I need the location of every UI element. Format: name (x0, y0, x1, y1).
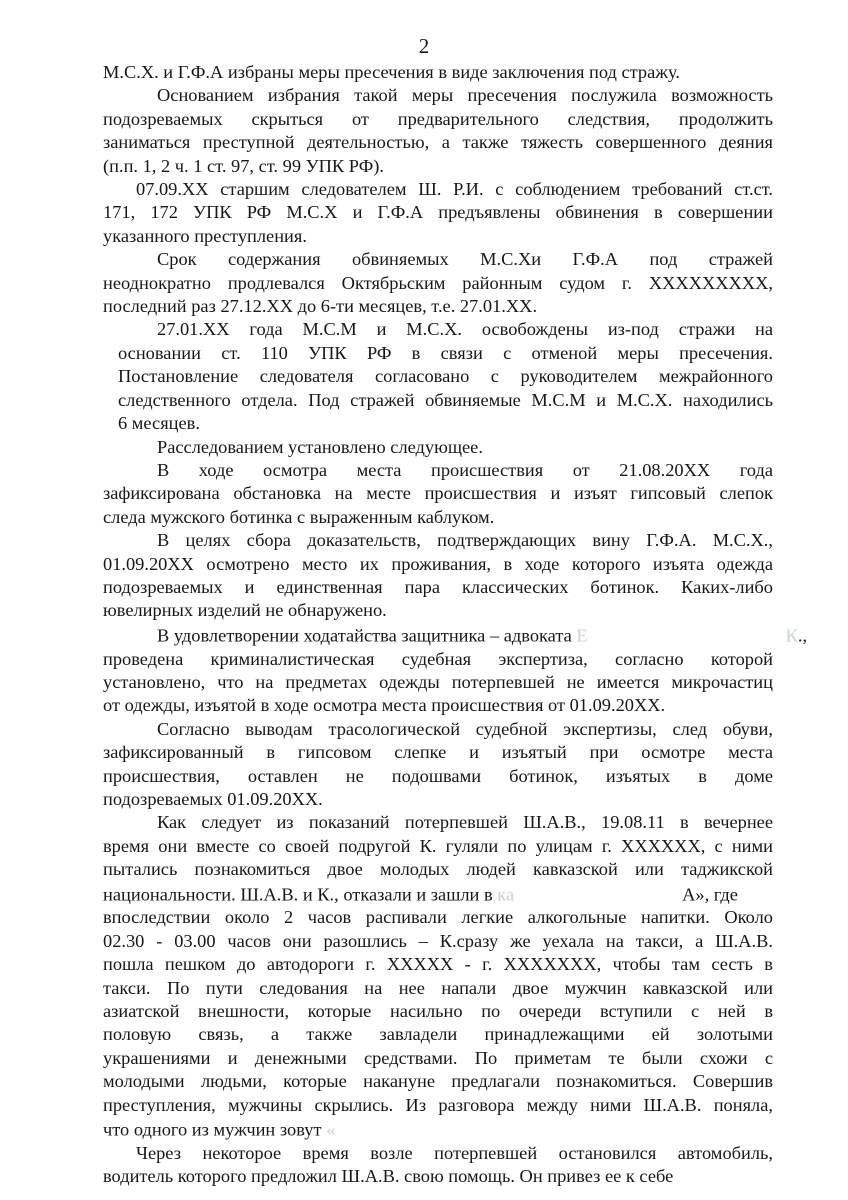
text-line (103, 529, 773, 552)
text-line (103, 225, 773, 248)
text-segment: (п.п. 1, 2 ч. 1 ст. 97, ст. 99 УПК РФ). (103, 155, 384, 176)
text-segment: Согласно выводам трасологической судебной экспертизы, след обуви, (157, 718, 773, 739)
paragraph (103, 459, 773, 529)
text-segment: 07.09.ХХ старшим следователем Ш. Р.И. с соблюдением требований ст.ст. (136, 179, 773, 200)
paragraph (103, 623, 808, 718)
text-line (118, 412, 773, 435)
text-line (103, 953, 773, 976)
text-segment: подозреваемых и единственная пара классических ботинок. Каких-либо (103, 576, 773, 597)
text-segment: ., (797, 625, 808, 646)
text-line (103, 178, 773, 201)
text-line (103, 1070, 773, 1093)
text-line (103, 882, 773, 907)
redaction-blank (514, 882, 682, 900)
text-segment: основании ст. 110 УПК РФ в связи с отменой меры пресечения. (118, 342, 773, 363)
text-segment: азиатской внешности, которые насильно по очереди вступили с ней в (103, 1001, 773, 1022)
text-segment: 01.09.20ХХ осмотрено место их проживания, в ходе которого изъята одежда (103, 553, 773, 574)
text-segment: время они вместе со своей подругой К. гуляли по улицам г. ХХХХХХ, с ними (103, 835, 773, 856)
text-line (118, 365, 773, 388)
text-line (103, 272, 773, 295)
text-segment: впоследствии около 2 часов распивали легкие алкогольные напитки. Около (103, 907, 773, 928)
redacted-faint-text: « (326, 1119, 336, 1140)
text-segment: от одежды, изъятой в ходе осмотра места происшествия от 01.09.20ХХ. (103, 695, 666, 716)
text-segment: Постановление следователя согласовано с руководителем межрайонного (118, 366, 773, 387)
text-segment: пытались познакомиться двое молодых людей кавказской или таджикской (103, 859, 773, 880)
text-line (118, 342, 773, 365)
paragraph (103, 718, 773, 812)
redacted-faint-text: Е (576, 625, 588, 646)
text-segment: неоднократно продлевался Октябрьским районным судом г. ХХХХХХХХХ, (103, 272, 773, 293)
text-segment: Расследованием установлено следующее. (157, 436, 483, 457)
text-line (103, 788, 773, 811)
document-body (103, 61, 808, 1189)
text-segment: следственного отдела. Под стражей обвиняемые М.С.М и М.С.Х. находились (118, 389, 773, 410)
text-line (103, 108, 773, 131)
text-segment: водитель которого предложил Ш.А.В. свою помощь. Он привез ее к себе (103, 1166, 674, 1187)
text-segment: такси. По пути следования на нее напали двое мужчин кавказской или (103, 977, 773, 998)
text-line (103, 482, 773, 505)
text-segment: Через некоторое время возле потерпевшей остановился автомобиль, (136, 1142, 773, 1163)
text-line (103, 1000, 773, 1023)
text-segment: половую связь, а также завладели принадлежащими ей золотыми (103, 1024, 773, 1045)
redaction-blank (335, 1117, 375, 1135)
text-segment: преступления, мужчины скрылись. Из разговора между ними Ш.А.В. поняла, (103, 1094, 773, 1115)
text-line (118, 389, 773, 412)
text-line (103, 741, 773, 764)
paragraph (103, 248, 773, 318)
text-segment: молодыми людьми, которые накануне предлагали познакомиться. Совершив (103, 1071, 773, 1092)
text-segment: Как следует из показаний потерпевшей Ш.А.В., 19.08.11 в вечернее (157, 812, 773, 833)
text-line (103, 201, 773, 224)
text-segment: зафиксированный в гипсовом слепке и изъятый при осмотре места (103, 742, 773, 763)
text-line (103, 1094, 773, 1117)
text-segment: последний раз 27.12.ХХ до 6-ти месяцев, т.е. 27.01.ХХ. (103, 296, 538, 317)
text-segment: установлено, что на предметах одежды потерпевшей не имеется микрочастиц (103, 671, 773, 692)
text-line (103, 84, 773, 107)
text-segment: подозреваемых скрыться от предварительного следствия, продолжить (103, 108, 773, 129)
redacted-faint-text: К (785, 625, 798, 646)
paragraph (103, 178, 773, 248)
text-segment: 171, 172 УПК РФ М.С.Х и Г.Ф.А предъявлены обвинения в совершении (103, 202, 773, 223)
text-segment: украшениями и денежными средствами. По приметам те были схожи с (103, 1047, 773, 1068)
text-line (103, 459, 773, 482)
text-segment: зафиксирована обстановка на месте происшествия и изъят гипсовый слепок (103, 483, 773, 504)
text-segment: ювелирных изделий не обнаружено. (103, 600, 387, 621)
text-line (103, 436, 773, 459)
text-line (103, 811, 773, 834)
redacted-faint-text: ка (497, 884, 515, 904)
text-segment: Срок содержания обвиняемых М.С.Хи Г.Ф.А под стражей (157, 249, 773, 270)
redaction-blank (588, 623, 786, 641)
text-segment: 6 месяцев. (118, 413, 200, 434)
paragraph (103, 84, 773, 178)
text-segment: В целях сбора доказательств, подтверждающих вину Г.Ф.А. М.С.Х., (157, 530, 773, 551)
page-number: 2 (418, 34, 430, 58)
text-segment: 27.01.ХХ года М.С.М и М.С.Х. освобождены из-под стражи на (157, 319, 773, 340)
text-line (103, 506, 773, 529)
text-line (103, 671, 773, 694)
text-line (103, 576, 773, 599)
text-line (118, 318, 773, 341)
text-line (103, 1047, 773, 1070)
paragraph (103, 811, 773, 1141)
text-line (103, 623, 808, 648)
paragraph (103, 436, 773, 459)
text-segment: указанного преступления. (103, 225, 307, 246)
text-line (103, 835, 773, 858)
text-segment: что одного из мужчин зовут (103, 1119, 327, 1140)
text-segment: В удовлетворении ходатайства защитника – адвоката (157, 625, 577, 646)
text-segment: 02.30 - 03.00 часов они разошлись – К.сразу же уехала на такси, а Ш.А.В. (103, 930, 773, 951)
text-line (103, 930, 773, 953)
text-line (103, 718, 773, 741)
text-segment: М.С.Х. и Г.Ф.А избраны меры пресечения в виде заключения под стражу. (103, 62, 680, 82)
text-segment: Основанием избрания такой меры пресечения послужила возможность (157, 85, 773, 106)
text-segment: происшествия, оставлен не подошвами ботинок, изъятых в доме (103, 765, 773, 786)
text-line (103, 61, 773, 84)
text-line (103, 1165, 773, 1188)
text-line (103, 694, 773, 717)
text-segment: пошла пешком до автодороги г. ХХХХХ - г. ХХХХХХХ, чтобы там сесть в (103, 954, 773, 975)
text-segment: следа мужского ботинка с выраженным каблуком. (103, 506, 495, 527)
text-segment: подозреваемых 01.09.20ХХ. (103, 788, 323, 809)
text-segment: В ходе осмотра места происшествия от 21.08.20ХХ года (157, 459, 773, 480)
text-line (103, 1117, 773, 1142)
text-line (103, 248, 773, 271)
text-line (103, 648, 773, 671)
text-line (103, 1023, 773, 1046)
text-line (103, 295, 773, 318)
paragraph (103, 61, 773, 84)
text-line (103, 977, 773, 1000)
text-segment: А», где (682, 884, 738, 904)
text-segment: заниматься преступной деятельностью, а также тяжесть совершенного деяния (103, 132, 773, 153)
text-line (103, 858, 773, 881)
text-segment: национальности. Ш.А.В. и К., отказали и зашли в (103, 884, 498, 904)
text-line (103, 155, 773, 178)
paragraph (103, 529, 773, 623)
text-line (103, 599, 773, 622)
text-line (103, 553, 773, 576)
text-line (103, 1142, 773, 1165)
text-line (103, 765, 773, 788)
paragraph (118, 318, 773, 435)
text-line (103, 906, 773, 929)
text-line (103, 131, 773, 154)
paragraph (103, 1142, 773, 1189)
text-segment: проведена криминалистическая судебная экспертиза, согласно которой (103, 648, 773, 669)
